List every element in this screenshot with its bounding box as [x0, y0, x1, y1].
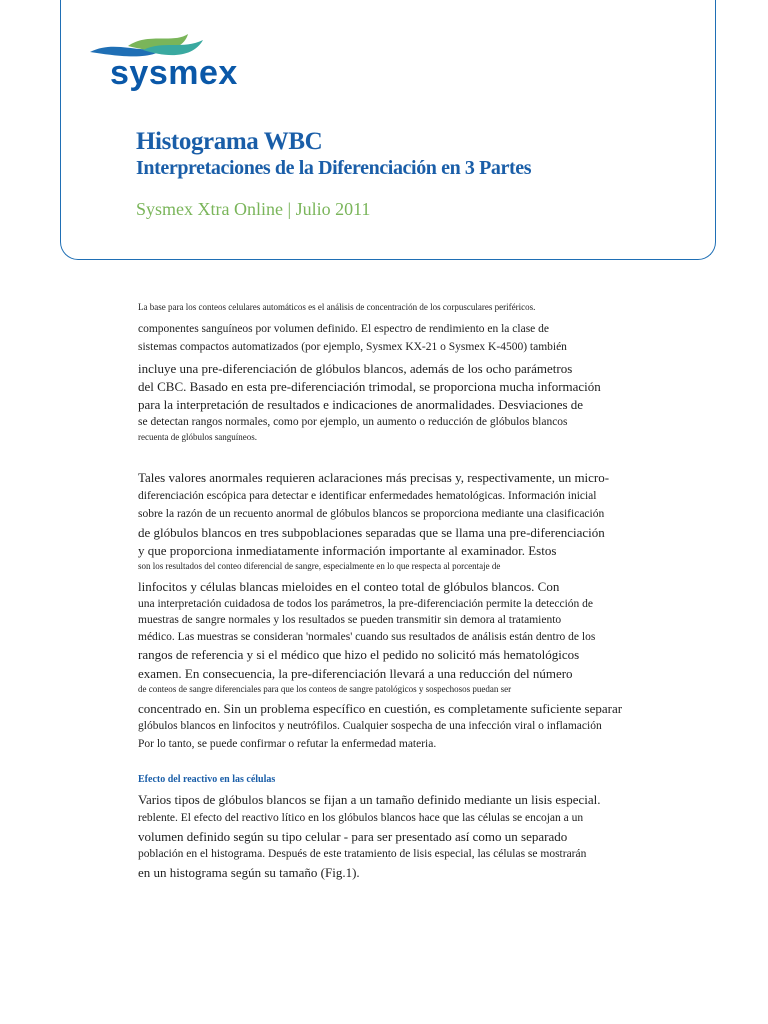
page-title: Histograma WBC [136, 128, 323, 155]
text-line: son los resultados del conteo diferencial de sangre, especialmente en lo que respecta al porcentaje de [138, 561, 501, 571]
paragraph-intro [138, 303, 698, 447]
text-line: recuenta de glóbulos sanguíneos. [138, 432, 257, 442]
text-line: glóbulos blancos en linfocitos y neutrófilos. Cualquier sospecha de una infección viral o inflamación [138, 720, 602, 732]
text-line: sobre la razón de un recuento anormal de glóbulos blancos se proporciona mediante una clasificación [138, 508, 605, 520]
text-line: para la interpretación de resultados e indicaciones de anormalidades. Desviaciones de [138, 397, 584, 412]
text-line: Tales valores anormales requieren aclaraciones más precisas y, respectivamente, un micro- [138, 470, 610, 485]
text-line: sistemas compactos automatizados (por ejemplo, Sysmex KX-21 o Sysmex K-4500) también [138, 341, 567, 353]
text-line: Por lo tanto, se puede confirmar o refutar la enfermedad materia. [138, 738, 437, 750]
text-line: rangos de referencia y si el médico que hizo el pedido no solicitó más hematológicos [138, 647, 580, 662]
text-line: de glóbulos blancos en tres subpoblaciones separadas que se llama una pre-diferenciación [138, 525, 605, 540]
sysmex-logo [88, 30, 278, 94]
text-line: de conteos de sangre diferenciales para que los conteos de sangre patológicos y sospechosos puedan ser [138, 684, 512, 694]
text-line: se detectan rangos normales, como por ejemplo, un aumento o reducción de glóbulos blancos [138, 416, 568, 428]
text-line: una interpretación cuidadosa de todos los parámetros, la pre-diferenciación permite la detección de [138, 598, 594, 610]
text-line: y que proporciona inmediatamente información importante al examinador. Estos [138, 543, 557, 558]
text-line: examen. En consecuencia, la pre-diferenciación llevará a una reducción del número [138, 666, 573, 681]
text-line: concentrado en. Sin un problema específico en cuestión, es completamente suficiente separar [138, 701, 623, 716]
text-line: población en el histograma. Después de este tratamiento de lisis especial, las células se mostrarán [138, 848, 587, 860]
text-line: incluye una pre-diferenciación de glóbulos blancos, además de los ocho parámetros [138, 361, 573, 376]
text-line: del CBC. Basado en esta pre-diferenciación trimodal, se proporciona mucha información [138, 379, 601, 394]
text-line: reblente. El efecto del reactivo lítico en los glóbulos blancos hace que las células se encojan a un [138, 812, 584, 824]
article-body [138, 303, 698, 884]
text-line: La base para los conteos celulares automáticos es el análisis de concentración de los corpusculares periféricos. [138, 302, 536, 312]
section-heading: Efecto del reactivo en las células [138, 774, 276, 785]
page-subtitle: Interpretaciones de la Diferenciación en 3 Partes [136, 157, 532, 179]
publication-source: Sysmex Xtra Online | Julio 2011 [136, 199, 371, 219]
text-line: Varios tipos de glóbulos blancos se fijan a un tamaño definido mediante un lisis especial. [138, 792, 601, 807]
logo-wordmark: sysmex [110, 54, 238, 92]
text-line: médico. Las muestras se consideran 'normales' cuando sus resultados de análisis están dentro de los [138, 631, 596, 643]
paragraph-reagent-effect [138, 793, 698, 884]
text-line: muestras de sangre normales y los resultados se pueden transmitir sin demora al tratamiento [138, 614, 562, 626]
text-line: en un histograma según su tamaño (Fig.1). [138, 865, 360, 880]
paragraph-abnormal-values [138, 471, 698, 754]
text-line: volumen definido según su tipo celular - para ser presentado así como un separado [138, 829, 568, 844]
text-line: componentes sanguíneos por volumen definido. El espectro de rendimiento en la clase de [138, 323, 550, 335]
text-line: diferenciación escópica para detectar e identificar enfermedades hematológicas. Información inicial [138, 490, 597, 502]
text-line: linfocitos y células blancas mieloides en el conteo total de glóbulos blancos. Con [138, 579, 560, 594]
